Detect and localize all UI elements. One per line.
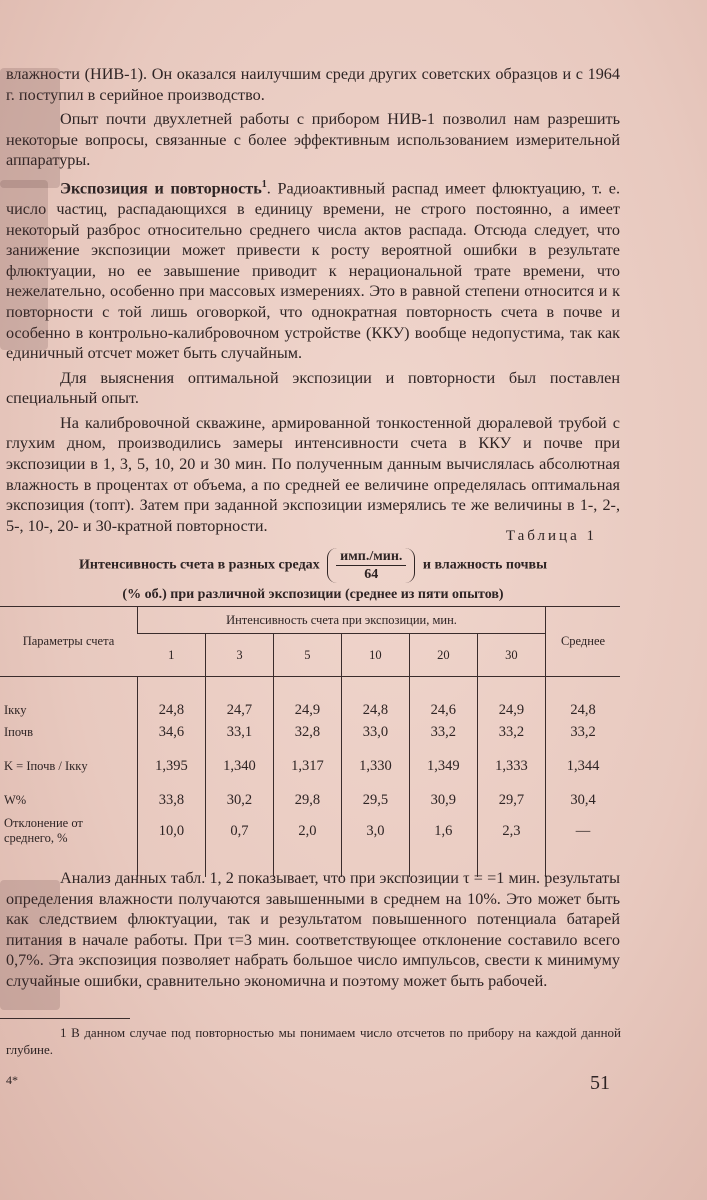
cell: 24,7 bbox=[205, 699, 273, 721]
fraction-denominator: 64 bbox=[364, 567, 379, 582]
table-row bbox=[0, 811, 620, 851]
cell: 2,0 bbox=[273, 811, 341, 851]
cell: 30,2 bbox=[205, 789, 273, 811]
table-title-end: и влажность почвы bbox=[422, 557, 548, 573]
cell: 1,6 bbox=[409, 811, 477, 851]
row-param: Iпочв bbox=[4, 724, 33, 739]
cell-mean: 30,4 bbox=[546, 789, 621, 811]
cell: 33,8 bbox=[138, 789, 206, 811]
table-title-line2: (% об.) при различной экспозиции (среднее из пяти опытов) bbox=[122, 587, 504, 602]
cell: 0,7 bbox=[205, 811, 273, 851]
exposure-header: 1 bbox=[138, 634, 206, 677]
cell: 32,8 bbox=[273, 721, 341, 743]
exposure-header: 20 bbox=[409, 634, 477, 677]
paragraph-2: Опыт почти двухлетней работы с прибором НИВ-1 позволил нам разрешить некоторые вопросы, связанные с более эффективным использованием измерительной аппаратуры. bbox=[6, 110, 620, 170]
cell: 1,349 bbox=[409, 743, 477, 789]
cell: 1,395 bbox=[138, 743, 206, 789]
paragraph-exposition bbox=[0, 175, 620, 364]
footnote-rule bbox=[0, 1018, 130, 1019]
row-param: W% bbox=[4, 792, 27, 807]
exposure-group-header: Интенсивность счета при экспозиции, мин. bbox=[138, 607, 546, 634]
cell: 33,0 bbox=[341, 721, 409, 743]
signature-mark: 4* bbox=[6, 1073, 18, 1087]
exposition-text: . Радиоактивный распад имеет флюктуацию, т. е. число частиц, распадающихся в единицу времени, не строго постоянно, а имеет некоторый разброс относительно среднего числа актов распада. Отсюда следует, что занижение экспозиции может привести к росту вероятной ошибки в результате флюктуации, но ее завышение приводит к нерациональной трате времени, что нежелательно, особенно при массовых измерениях. Это в равной степени относится и к повторности с той лишь оговоркой, что однократная повторность счета в почве и особенно в контрольно-калибровочном устройстве (ККУ) вообще недопустима, так как единичный отсчет может быть случайным. bbox=[6, 179, 620, 363]
main-text bbox=[0, 64, 620, 540]
cell: 24,9 bbox=[273, 699, 341, 721]
table-row bbox=[0, 789, 620, 811]
cell-mean: — bbox=[546, 811, 621, 851]
cell: 24,8 bbox=[138, 699, 206, 721]
ink-smear bbox=[0, 880, 60, 1010]
table-label: Таблица 1 bbox=[505, 528, 597, 544]
table-row bbox=[0, 721, 620, 743]
cell: 10,0 bbox=[138, 811, 206, 851]
row-param: Отклонение от среднего, % bbox=[4, 816, 83, 845]
param-header: Параметры счета bbox=[0, 607, 138, 677]
cell: 1,317 bbox=[273, 743, 341, 789]
cell: 29,7 bbox=[477, 789, 545, 811]
unit-fraction bbox=[327, 548, 415, 583]
fraction-numerator: имп./мин. bbox=[336, 548, 406, 566]
cell: 24,6 bbox=[409, 699, 477, 721]
cell-mean: 1,344 bbox=[546, 743, 621, 789]
cell-mean: 24,8 bbox=[546, 699, 621, 721]
mean-header: Среднее bbox=[546, 607, 621, 677]
page-number: 51 bbox=[590, 1072, 610, 1094]
footnote: 1 В данном случае под повторностью мы понимаем число отсчетов по прибору на каждой данной глубине. bbox=[6, 1025, 621, 1057]
paragraph-4: На калибровочной скважине, армированной тонкостенной дюралевой трубой с глухим дном, производились замеры интенсивности счета в ККУ и почве при экспозиции в 1, 3, 5, 10, 20 и 30 мин. По полученным данным вычислялась абсолютная влажность в процентах от объема, а по средней ее величине определялась оптимальная экспозиция (τопт). Затем при заданной экспозиции измерялись те же величины в 1-, 2-, 5-, 10-, 20- и 30-кратной повторности. bbox=[6, 413, 620, 535]
cell: 24,9 bbox=[477, 699, 545, 721]
cell: 3,0 bbox=[341, 811, 409, 851]
cell: 33,2 bbox=[409, 721, 477, 743]
cell: 29,8 bbox=[273, 789, 341, 811]
row-param: Iккy bbox=[4, 702, 27, 717]
ink-smear bbox=[0, 180, 48, 350]
exposure-header: 30 bbox=[477, 634, 545, 677]
table-title bbox=[48, 548, 578, 607]
exposure-header: 10 bbox=[341, 634, 409, 677]
cell: 1,330 bbox=[341, 743, 409, 789]
cell: 34,6 bbox=[138, 721, 206, 743]
table-row bbox=[0, 699, 620, 721]
data-table bbox=[0, 606, 620, 877]
cell: 2,3 bbox=[477, 811, 545, 851]
cell: 1,340 bbox=[205, 743, 273, 789]
row-param: K = Iпочв / Iккy bbox=[4, 758, 88, 773]
footnote-ref: 1 bbox=[261, 178, 267, 190]
analysis-paragraph: Анализ данных табл. 1, 2 показывает, что при экспозиции τ = =1 мин. результаты определения влажности получаются завышенными в среднем на 10%. Это может быть как следствием флюктуации, так и результатом повышенного потенциала батарей питания в начале работы. При τ=3 мин. соответствующее отклонение составило всего 0,7%. Эта экспозиция позволяет набрать большое число импульсов, свести к минимуму случайные ошибки, сравнительно экономична и поэтому может быть рабочей. bbox=[6, 869, 620, 990]
cell: 30,9 bbox=[409, 789, 477, 811]
cell: 1,333 bbox=[477, 743, 545, 789]
table-title-start: Интенсивность счета в разных средах bbox=[78, 557, 320, 573]
analysis-section bbox=[0, 868, 620, 992]
exposure-header: 5 bbox=[273, 634, 341, 677]
ink-smear bbox=[0, 68, 60, 188]
cell: 33,2 bbox=[477, 721, 545, 743]
paragraph-1: влажности (НИВ-1). Он оказался наилучшим среди других советских образцов и с 1964 г. поступил в серийное производство. bbox=[6, 65, 620, 104]
exposition-heading: Экспозиция и повторность bbox=[60, 179, 262, 198]
cell-mean: 33,2 bbox=[546, 721, 621, 743]
paragraph-3: Для выяснения оптимальной экспозиции и повторности был поставлен специальный опыт. bbox=[6, 368, 620, 408]
cell: 29,5 bbox=[341, 789, 409, 811]
table-row bbox=[0, 743, 620, 789]
cell: 24,8 bbox=[341, 699, 409, 721]
cell: 33,1 bbox=[205, 721, 273, 743]
exposure-header: 3 bbox=[205, 634, 273, 677]
